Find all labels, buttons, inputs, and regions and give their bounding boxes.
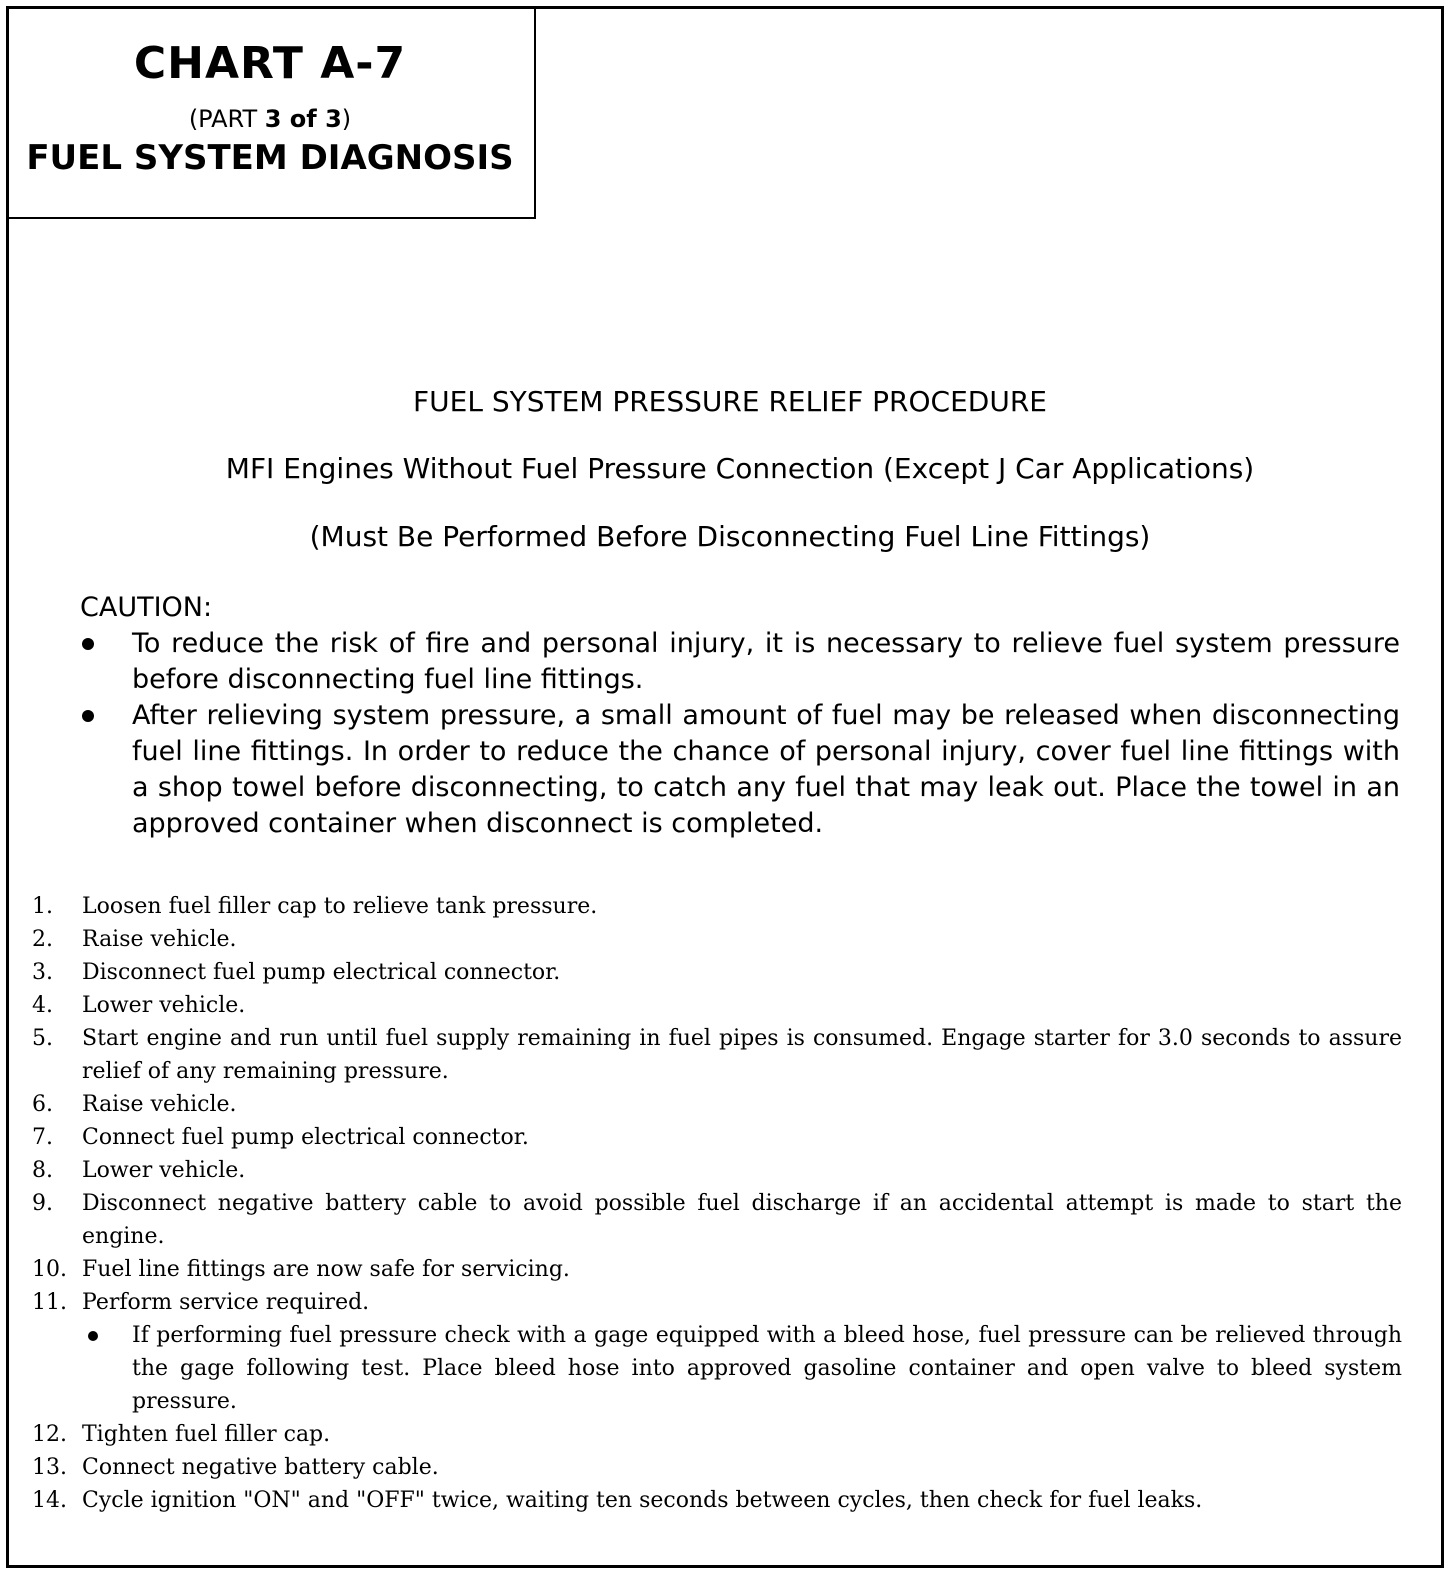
step-text: Perform service required.: [82, 1290, 370, 1315]
chart-header-box: [6, 6, 536, 219]
step-text: Lower vehicle.: [82, 1158, 246, 1183]
step-text: Loosen fuel filler cap to relieve tank pressure.: [82, 894, 598, 919]
step-number: 11.: [32, 1290, 67, 1315]
step-item: [32, 1154, 1402, 1187]
step-item: [32, 1451, 1402, 1484]
step-text: Fuel line fittings are now safe for servicing.: [82, 1257, 570, 1282]
step-item: [32, 1187, 1402, 1253]
step-text: Connect negative battery cable.: [82, 1455, 439, 1480]
step-text: Tighten fuel filler cap.: [82, 1422, 331, 1447]
substep-item: [82, 1319, 1402, 1418]
caution-list: [80, 626, 1400, 842]
step-text: Lower vehicle.: [82, 993, 246, 1018]
part-numbers: 3 of 3: [264, 105, 342, 133]
step-number: 1.: [32, 894, 53, 919]
step-number: 10.: [32, 1257, 67, 1282]
substep-text: If performing fuel pressure check with a gage equipped with a bleed hose, fuel pressure can be relieved through the gage following test. Place bleed hose into approved gasoline container and open valve to bleed system pressure.: [132, 1323, 1402, 1414]
step-item: [32, 1088, 1402, 1121]
bullet-icon: [82, 638, 94, 650]
step-item: [32, 956, 1402, 989]
step-item: [32, 1418, 1402, 1451]
step-item: [32, 1121, 1402, 1154]
procedure-steps: [32, 890, 1402, 1517]
chart-part: [6, 104, 534, 134]
step-text: Disconnect fuel pump electrical connector.: [82, 960, 561, 985]
procedure-title: FUEL SYSTEM PRESSURE RELIEF PROCEDURE: [413, 385, 1047, 418]
caution-item-text: To reduce the risk of fire and personal injury, it is necessary to relieve fuel system pressure before disconnecting fuel line fittings.: [132, 628, 1400, 695]
step-item: [32, 1022, 1402, 1088]
chart-subtitle: FUEL SYSTEM DIAGNOSIS: [26, 138, 514, 178]
caution-heading: CAUTION:: [80, 592, 213, 623]
procedure-note: (Must Be Performed Before Disconnecting Fuel Line Fittings): [309, 520, 1151, 553]
step-item: [32, 989, 1402, 1022]
part-suffix: ): [341, 105, 352, 133]
step-text: Raise vehicle.: [82, 927, 237, 952]
step-item: [32, 923, 1402, 956]
step-number: 8.: [32, 1158, 53, 1183]
part-prefix: (PART: [188, 105, 265, 133]
caution-item: [80, 698, 1400, 842]
step-text: Connect fuel pump electrical connector.: [82, 1125, 529, 1150]
step-number: 12.: [32, 1422, 67, 1447]
step-item: [32, 1484, 1402, 1517]
step-number: 3.: [32, 960, 53, 985]
step-number: 5.: [32, 1026, 53, 1051]
step-item: [32, 1286, 1402, 1418]
caution-item: [80, 626, 1400, 698]
caution-item-text: After relieving system pressure, a small amount of fuel may be released when disconnecting fuel line fittings. In order to reduce the chance of personal injury, cover fuel line fittings with a shop towel before disconnecting, to catch any fuel that may leak out. Place the towel in an approved container when disconnect is completed.: [132, 700, 1400, 839]
step-number: 6.: [32, 1092, 53, 1117]
engine-applicability: MFI Engines Without Fuel Pressure Connection (Except J Car Applications): [225, 452, 1255, 485]
bullet-icon: [82, 710, 94, 722]
step-number: 2.: [32, 927, 53, 952]
bullet-icon: [88, 1331, 98, 1341]
step-number: 7.: [32, 1125, 53, 1150]
step-item: [32, 890, 1402, 923]
step-number: 13.: [32, 1455, 67, 1480]
chart-title: CHART A-7: [133, 38, 407, 89]
step-text: Disconnect negative battery cable to avoid possible fuel discharge if an accidental attempt is made to start the engine.: [82, 1191, 1402, 1249]
step-number: 14.: [32, 1488, 67, 1513]
step-substeps: [82, 1319, 1402, 1418]
step-number: 4.: [32, 993, 53, 1018]
step-text: Start engine and run until fuel supply remaining in fuel pipes is consumed. Engage starter for 3.0 seconds to assure relief of any remaining pressure.: [82, 1026, 1402, 1084]
step-number: 9.: [32, 1191, 53, 1216]
step-text: Cycle ignition "ON" and "OFF" twice, waiting ten seconds between cycles, then check for fuel leaks.: [82, 1488, 1203, 1513]
step-text: Raise vehicle.: [82, 1092, 237, 1117]
caution-block: [80, 590, 1400, 842]
step-item: [32, 1253, 1402, 1286]
